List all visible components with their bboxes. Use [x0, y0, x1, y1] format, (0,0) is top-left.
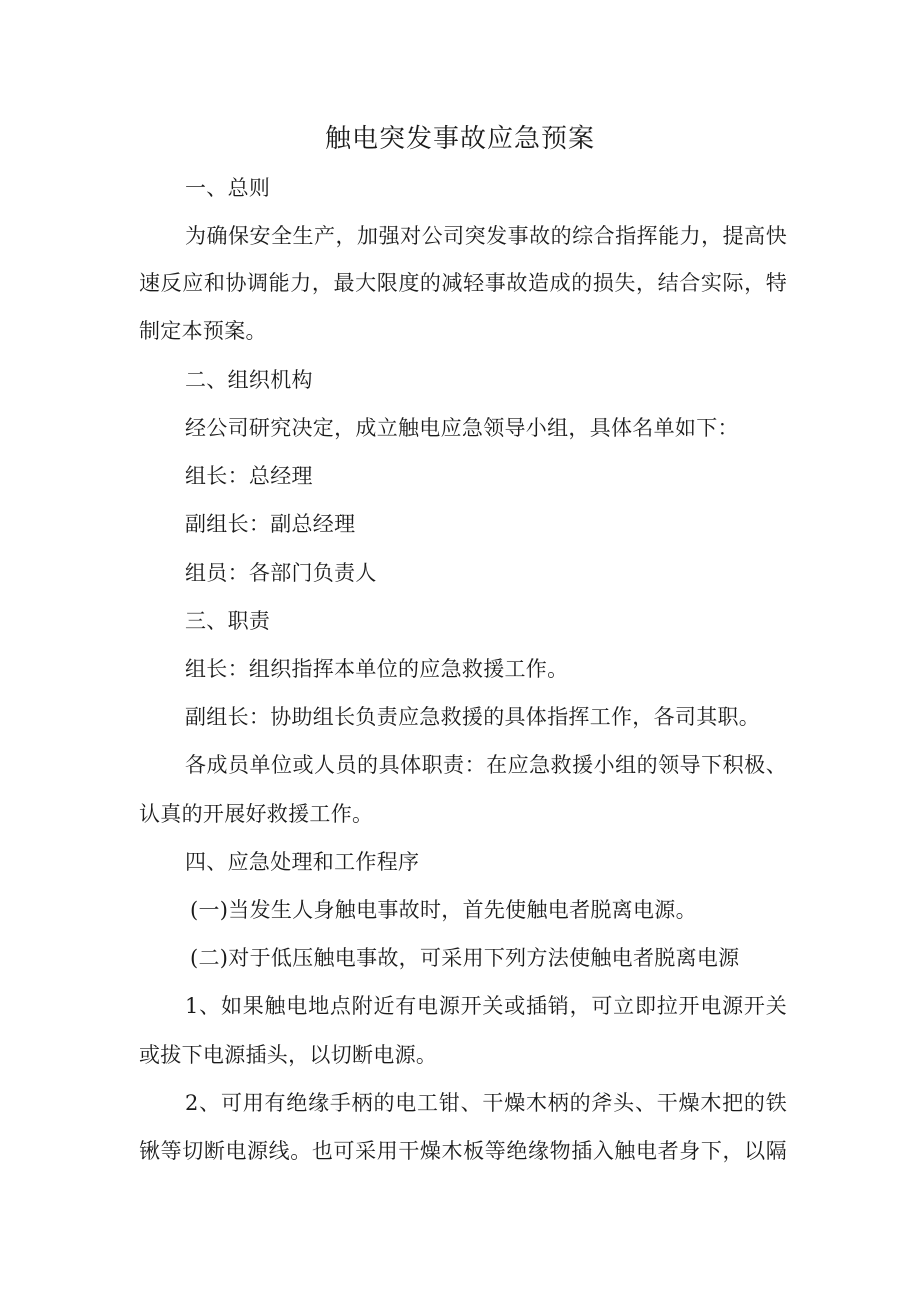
paragraph-line: 1、如果触电地点附近有电源开关或插销，可立即拉开电源开关	[185, 994, 787, 1018]
document-title: 触电突发事故应急预案	[324, 124, 595, 154]
paragraph-line: 经公司研究决定，成立触电应急领导小组，具体名单如下：	[185, 416, 739, 440]
paragraph-line: 速反应和协调能力，最大限度的减轻事故造成的损失，结合实际，特	[139, 271, 787, 295]
member-line: 组员：各部门负责人	[185, 561, 377, 585]
paragraph-line: 制定本预案。	[139, 319, 267, 343]
member-line: 副组长：副总经理	[185, 512, 356, 536]
paragraph-line: 锹等切断电源线。也可采用干燥木板等绝缘物插入触电者身下，以隔	[139, 1139, 787, 1163]
member-line: 组长：总经理	[185, 464, 313, 488]
paragraph-line: 组长：组织指挥本单位的应急救援工作。	[185, 657, 569, 681]
section-heading-duties: 三、职责	[185, 609, 271, 633]
paragraph-line: 各成员单位或人员的具体职责：在应急救援小组的领导下积极、	[185, 753, 787, 777]
paragraph-line: 为确保安全生产，加强对公司突发事故的综合指挥能力，提高快	[185, 224, 787, 248]
paragraph-line: 2、可用有绝缘手柄的电工钳、干燥木柄的斧头、干燥木把的铁	[185, 1091, 787, 1115]
paragraph-line: 认真的开展好救援工作。	[139, 802, 374, 826]
section-heading-general: 一、总则	[185, 176, 271, 200]
section-heading-organization: 二、组织机构	[185, 368, 313, 392]
paragraph-line: 副组长：协助组长负责应急救援的具体指挥工作，各司其职。	[185, 705, 761, 729]
paragraph-line: (二)对于低压触电事故，可采用下列方法使触电者脱离电源	[190, 946, 740, 970]
paragraph-line: (一)当发生人身触电事故时，首先使触电者脱离电源。	[190, 898, 697, 922]
paragraph-line: 或拔下电源插头，以切断电源。	[139, 1043, 438, 1067]
section-heading-procedure: 四、应急处理和工作程序	[185, 850, 420, 874]
